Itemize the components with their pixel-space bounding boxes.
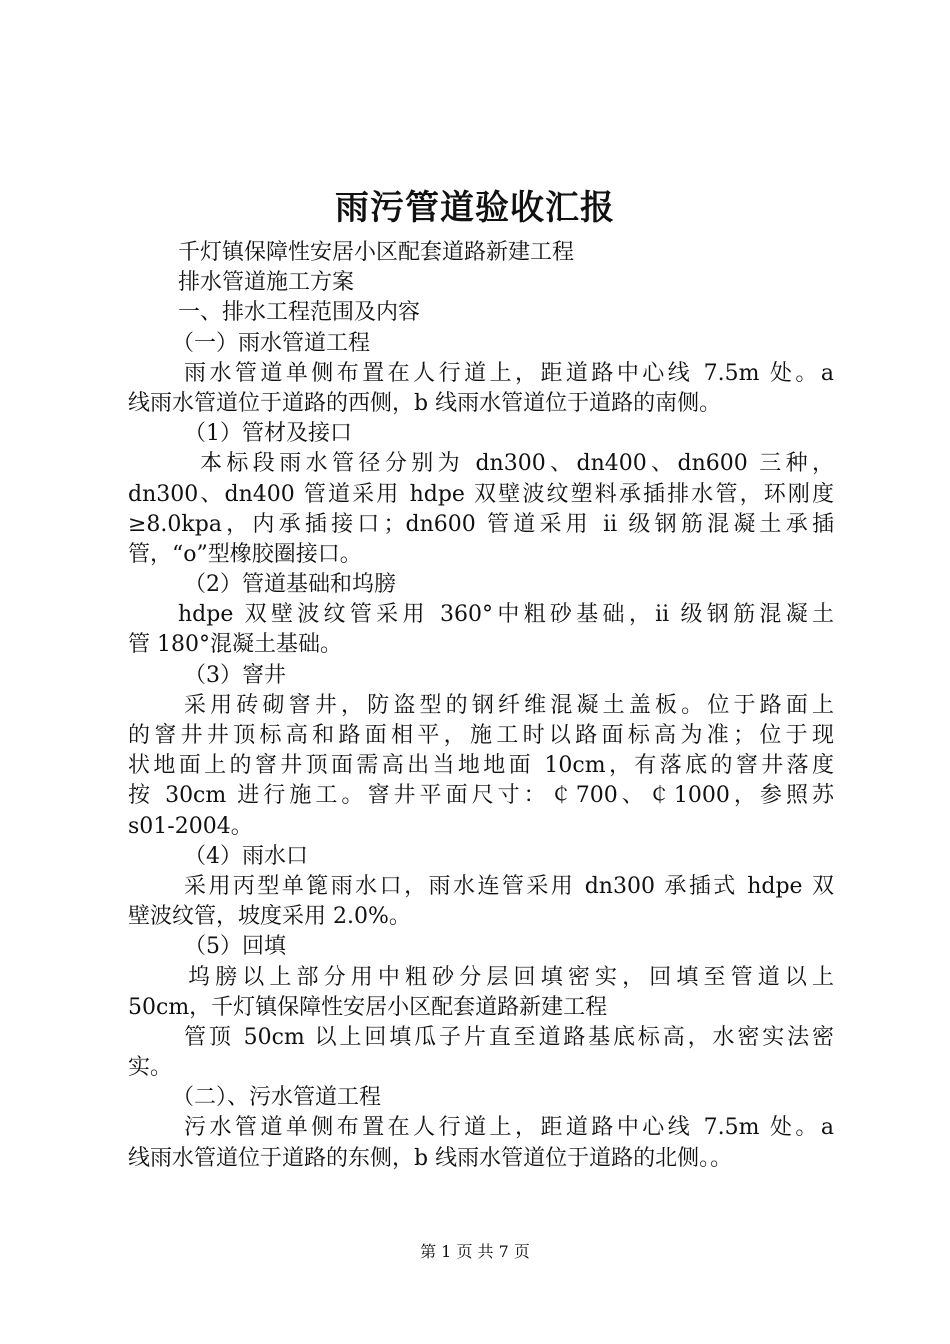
paragraph-line: 线雨水管道位于道路的西侧，b 线雨水管道位于道路的南侧。 [128, 390, 722, 416]
paragraph-line: 管，“o”型橡胶圈接口。 [128, 541, 362, 567]
paragraph-line: dn300、dn400 管道采用 hdpe 双壁波纹塑料承插排水管，环刚度 [128, 481, 834, 507]
paragraph-line: 采用丙型单篦雨水口，雨水连管采用 dn300 承插式 hdpe 双 [184, 873, 834, 899]
document-title: 雨污管道验收汇报 [335, 188, 615, 228]
project-name-line: 千灯镇保障性安居小区配套道路新建工程 [178, 240, 575, 265]
item-heading: （3）窨井 [184, 662, 286, 688]
subsection-heading-rain: （一）雨水管道工程 [172, 330, 371, 356]
item-heading: （1）管材及接口 [184, 421, 352, 447]
paragraph-line: 污水管道单侧布置在人行道上，距道路中心线 7.5m 处。a [184, 1115, 834, 1141]
paragraph-line: 的窨井井顶标高和路面相平，施工时以路面标高为准；位于现 [128, 723, 834, 748]
document-body [128, 238, 834, 1174]
paragraph-line: 状地面上的窨井顶面需高出当地地面 10cm，有落底的窨井落度 [128, 753, 834, 779]
paragraph-line: 坞膀以上部分用中粗砂分层回填密实，回填至管道以上 [188, 964, 834, 990]
paragraph-line: 管 180°混凝土基础。 [128, 632, 342, 658]
paragraph-line: 按 30cm 进行施工。窨井平面尺寸：￠700、￠1000，参照苏 [128, 783, 834, 809]
page-footer: 第 1 页 共 7 页 [420, 1242, 530, 1261]
section-heading: 一、排水工程范围及内容 [178, 300, 421, 326]
paragraph-line: 线雨水管道位于道路的东侧，b 线雨水管道位于道路的北侧。。 [128, 1145, 733, 1171]
paragraph-line: hdpe 双壁波纹管采用 360°中粗砂基础，ii 级钢筋混凝土 [178, 602, 834, 628]
paragraph-line: 壁波纹管，坡度采用 2.0%。 [128, 904, 411, 930]
paragraph-line: 本标段雨水管径分别为 dn300、dn400、dn600 三种， [200, 451, 834, 477]
paragraph-line: 实。 [128, 1055, 173, 1081]
subsection-heading-sewage: （二）、污水管道工程 [172, 1085, 382, 1111]
paragraph-line: 雨水管道单侧布置在人行道上，距道路中心线 7.5m 处。a [184, 360, 834, 386]
paragraph-line: 50cm，千灯镇保障性安居小区配套道路新建工程 [128, 994, 608, 1020]
paragraph-line: s01-2004。 [128, 813, 253, 839]
item-heading: （5）回填 [184, 934, 286, 960]
plan-title-line: 排水管道施工方案 [178, 270, 355, 296]
paragraph-line: 管顶 50cm 以上回填瓜子片直至道路基底标高，水密实法密 [184, 1024, 834, 1050]
paragraph-line: 采用砖砌窨井，防盗型的钢纤维混凝土盖板。位于路面上 [184, 692, 834, 718]
item-heading: （2）管道基础和坞膀 [184, 572, 396, 598]
paragraph-line: ≥8.0kpa，内承插接口；dn600 管道采用 ii 级钢筋混凝土承插 [128, 511, 834, 537]
item-heading: （4）雨水口 [184, 843, 308, 869]
